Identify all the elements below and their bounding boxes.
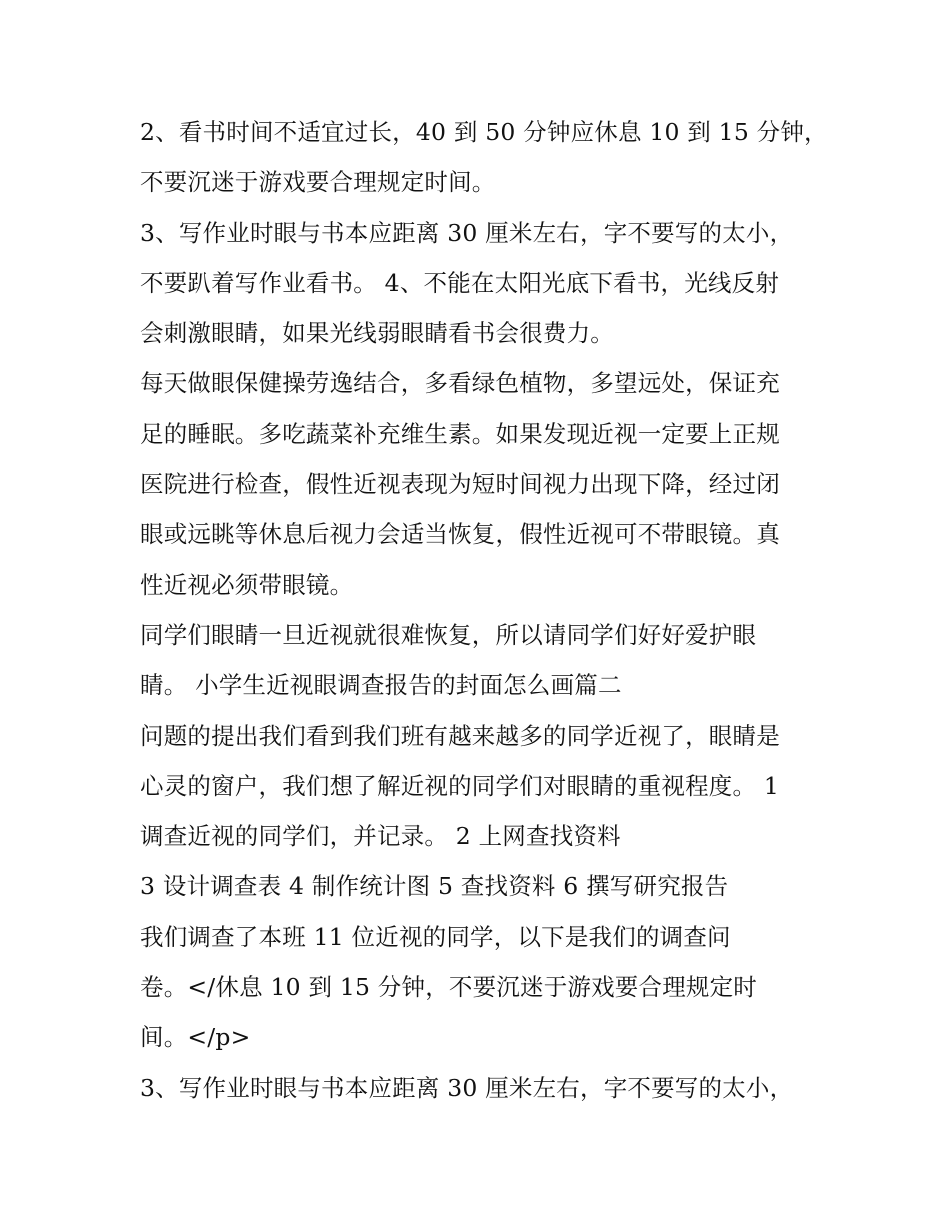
text-line: 性近视必须带眼镜。 [140, 570, 354, 599]
text-line: 同学们眼睛一旦近视就很难恢复，所以请同学们好好爱护眼 [140, 620, 757, 649]
text-line: 会刺激眼睛，如果光线弱眼睛看书会很费力。 [140, 319, 614, 348]
text-line: 眼或远眺等休息后视力会适当恢复，假性近视可不带眼镜。真 [140, 520, 780, 549]
text-line: 问题的提出我们看到我们班有越来越多的同学近视了，眼睛是 [140, 721, 780, 750]
text-line: 3 设计调查表 4 制作统计图 5 查找资料 6 撰写研究报告 [140, 872, 729, 901]
text-line: 每天做眼保健操劳逸结合，多看绿色植物，多望远处，保证充 [140, 369, 780, 398]
text-line: 间。</p> [140, 1023, 251, 1052]
text-line: 调查近视的同学们，并记录。 2 上网查找资料 [140, 822, 621, 851]
text-line: 2、看书时间不适宜过长，40 到 50 分钟应休息 10 到 15 分钟， [140, 118, 828, 146]
text-line: 卷。</休息 10 到 15 分钟，不要沉迷于游戏要合理规定时 [140, 973, 757, 1002]
text-line: 不要沉迷于游戏要合理规定时间。 [140, 168, 496, 197]
text-line: 睛。 小学生近视眼调查报告的封面怎么画篇二 [140, 671, 622, 700]
text-line: 医院进行检查，假性近视表现为短时间视力出现下降，经过闭 [140, 470, 780, 499]
text-line: 我们调查了本班 11 位近视的同学，以下是我们的调查问 [140, 922, 731, 951]
text-line: 3、写作业时眼与书本应距离 30 厘米左右，字不要写的太小， [140, 1073, 794, 1102]
text-line: 足的睡眠。多吃蔬菜补充维生素。如果发现近视一定要上正规 [140, 419, 780, 448]
text-line: 3、写作业时眼与书本应距离 30 厘米左右，字不要写的太小， [140, 218, 794, 247]
text-line: 心灵的窗户，我们想了解近视的同学们对眼睛的重视程度。 1 [140, 771, 780, 800]
text-line: 不要趴着写作业看书。 4、不能在太阳光底下看书，光线反射 [140, 268, 780, 297]
document-body [140, 107, 830, 1113]
